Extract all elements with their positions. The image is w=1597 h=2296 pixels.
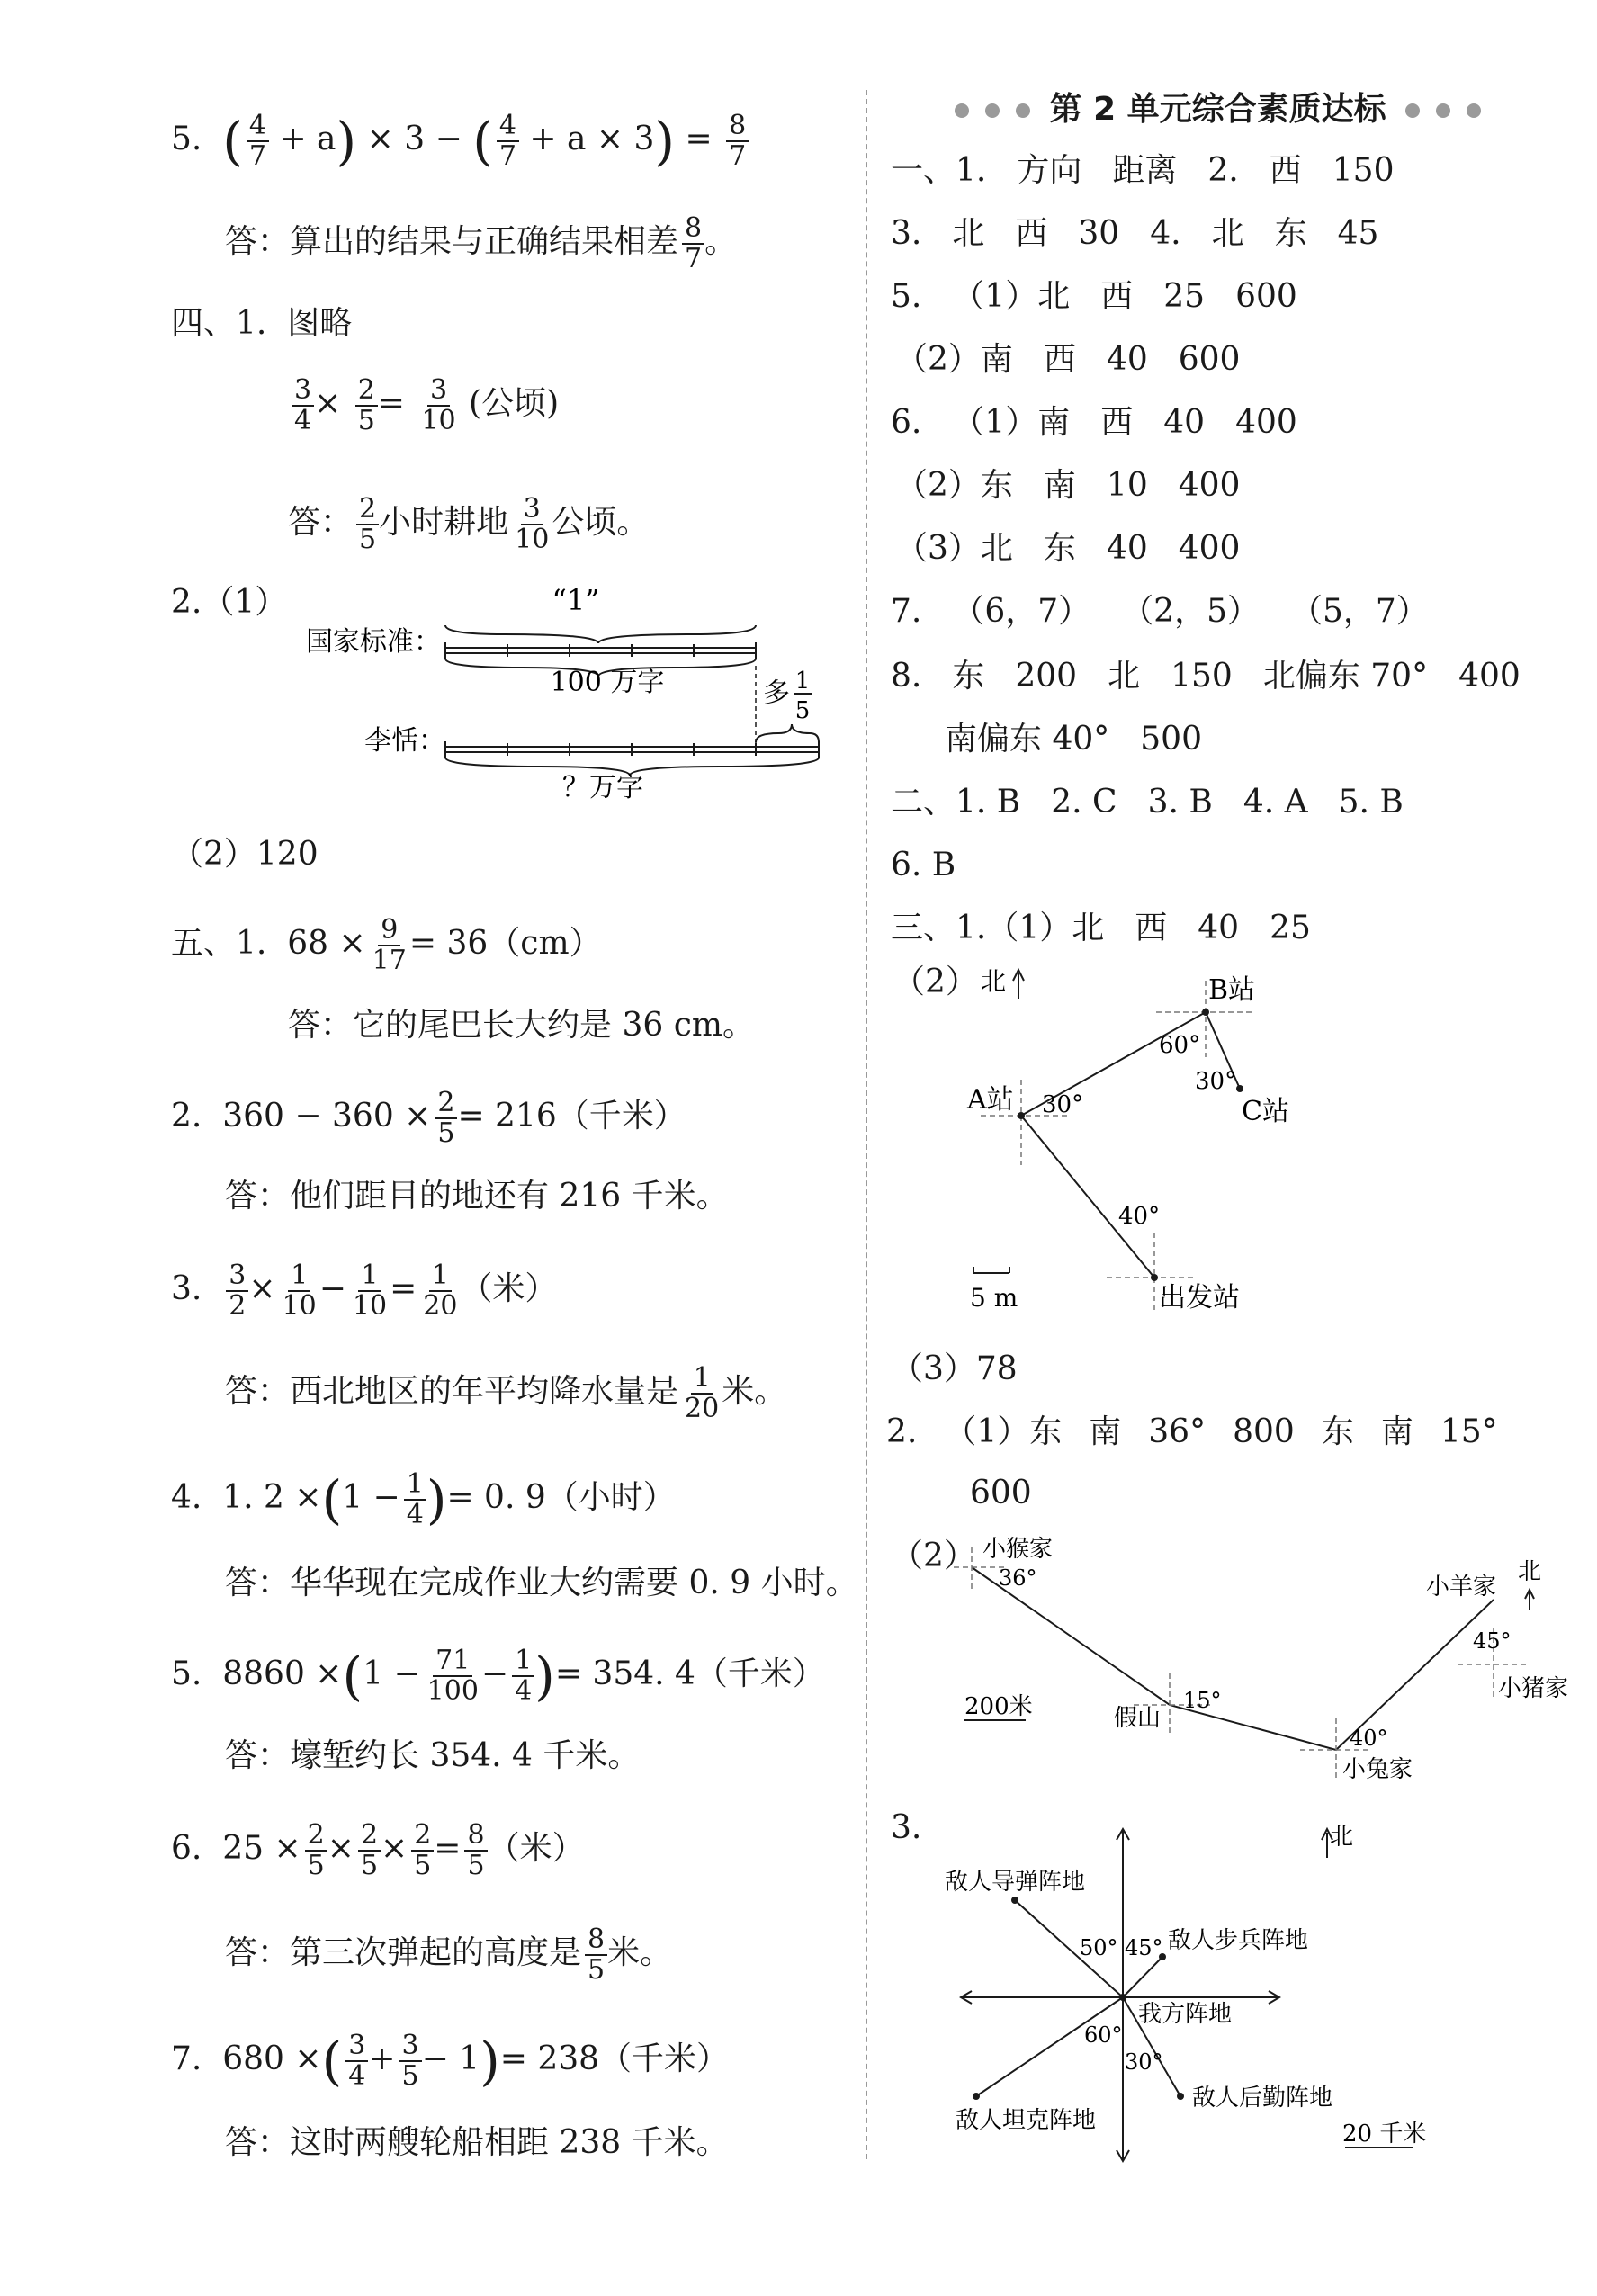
diagram-label-100: 100 万字 (550, 667, 665, 698)
answer-cell: 西 (1043, 341, 1076, 378)
answer-cell: 西 (1135, 910, 1168, 946)
our-position: 我方阵地 (1138, 2001, 1233, 2028)
answer-cell: （1）东 (944, 1413, 1063, 1450)
svg-text:45°: 45° (1473, 1628, 1512, 1654)
answer-cell: 东 (952, 658, 985, 695)
scale-label-2: 200米 (964, 1693, 1033, 1720)
diagram-label-more: 多 (763, 677, 790, 709)
answer-cell: 东 (1043, 530, 1076, 567)
station-start: 出发站 (1159, 1282, 1240, 1314)
enemy-infantry: 敌人步兵阵地 (1168, 1927, 1309, 1954)
answer-cell: 6. (891, 404, 922, 441)
enemy-tank: 敌人坦克阵地 (956, 2107, 1097, 2134)
answer-cell: 4. (1150, 215, 1181, 252)
answer-cell: 二、1. B (891, 784, 1021, 821)
svg-text:1: 1 (794, 668, 811, 695)
answer-cell: 400 (1458, 658, 1521, 695)
svg-text:36°: 36° (999, 1565, 1037, 1591)
north-label: 北 (981, 966, 1007, 996)
answer-cell: 方向 (1017, 152, 1082, 189)
answer-line (891, 655, 1521, 698)
answer-cell: 一、1. (891, 152, 987, 189)
answer-cell: 南 (1043, 467, 1076, 504)
svg-text:30°: 30° (1195, 1068, 1237, 1095)
answer-cell: （2）南 (895, 341, 1013, 378)
s4-1-answer: 答： $\frac{2}{5}$ 小时耕地 $\frac{3}{10}$ 公顷。 (288, 493, 650, 555)
battle-map (945, 1813, 1503, 2173)
svg-text:15°: 15° (1183, 1688, 1222, 1713)
answer-cell: 150 (1171, 658, 1233, 695)
q5-answer: 答：算出的结果与正确结果相差 $\frac{8}{7}$ 。 (225, 212, 738, 274)
answer-line (891, 275, 1297, 318)
pig-home: 小猪家 (1498, 1675, 1569, 1702)
q2-line (886, 1411, 1498, 1454)
s4-2-part2: （2）120 (171, 836, 319, 873)
answer-cell: 40 (1106, 341, 1148, 378)
answer-cell: 2. C (1051, 784, 1117, 821)
svg-text:5: 5 (794, 697, 811, 724)
answer-line (895, 338, 1240, 381)
answer-cell: 东 (1321, 1413, 1354, 1450)
s5-6-answer: 答：第三次弹起的高度是 $\frac{8}{5}$ 米。 (225, 1924, 673, 1986)
answer-cell: 8. (891, 658, 922, 695)
answer-cell: 4. A (1243, 784, 1308, 821)
answer-cell: 5. (891, 278, 922, 315)
column-divider (866, 90, 867, 2159)
answer-cell: 3. B (1147, 784, 1213, 821)
answer-cell: 36° (1148, 1413, 1207, 1450)
s4-1-equation: $\frac{3}{4}$ × $\frac{2}{5}$ = $\frac{3}{10}$ (公顷) (288, 376, 559, 435)
svg-text:45°: 45° (1125, 1935, 1163, 1960)
answer-cell: （1）北 (952, 278, 1071, 315)
answer-cell: 7. (891, 593, 922, 630)
answer-cell: 北 (952, 215, 985, 252)
answer-cell: 西 (1100, 404, 1134, 441)
answer-cell: 北偏东 70° (1262, 658, 1429, 695)
s5-5-answer: 答：壕堑约长 354. 4 千米。 (225, 1737, 641, 1774)
answer-cell: 600 (1235, 278, 1297, 315)
answer-cell: （2，5） (1121, 593, 1260, 630)
answer-cell: 45 (1337, 215, 1379, 252)
svg-text:30°: 30° (1042, 1091, 1084, 1118)
answer-cell: 北 (1108, 658, 1141, 695)
answer-cell: 南 (1380, 1413, 1413, 1450)
station-c: C站 (1242, 1096, 1289, 1127)
answer-cell: 150 (1332, 152, 1395, 189)
s5-3-answer: 答：西北地区的年平均降水量是 $\frac{1}{20}$ 米。 (225, 1362, 787, 1424)
enemy-logistics: 敌人后勤阵地 (1192, 2085, 1333, 2112)
answer-cell: 2. (886, 1413, 918, 1450)
fig1-part3: （3）78 (891, 1350, 1018, 1387)
answer-cell: 南 (1089, 1413, 1122, 1450)
answer-cell: 3. (891, 215, 922, 252)
fig1-label: （2） (893, 964, 978, 1000)
diagram-label-unknown: ？万字 (562, 772, 643, 803)
s5-7-equation: 7. 680 ×( $\frac{3}{4}$ + $\frac{3}{5}$ − 1)= 238（千米） (171, 2030, 730, 2092)
s5-2-equation: 2. 360 − 360 × $\frac{2}{5}$ = 216（千米） (171, 1087, 686, 1149)
q5-equation: 5. ( $\frac{4}{7}$ + a) × 3 − ( $\frac{4}{7}$ + a × 3) = $\frac{8}{7}$ (171, 112, 749, 171)
answer-cell: （5，7） (1289, 593, 1429, 630)
s5-2-answer: 答：他们距目的地还有 216 千米。 (225, 1178, 729, 1215)
answer-cell: 10 (1106, 467, 1148, 504)
answer-cell: 北 (1211, 215, 1244, 252)
answer-cell: 西 (1100, 278, 1134, 315)
fig2-label: （2） (891, 1538, 976, 1574)
answer-cell: 40 (1106, 530, 1148, 567)
s5-7-answer: 答：这时两艘轮船相距 238 千米。 (225, 2124, 729, 2161)
answer-line (891, 844, 956, 887)
answer-line (891, 590, 1429, 633)
answer-cell: 15° (1440, 1413, 1498, 1450)
s5-4-equation: 4. 1. 2 ×(1 − $\frac{1}{4}$ )= 0. 9（小时） (171, 1468, 676, 1530)
answer-cell: 25 (1270, 910, 1311, 946)
s4-1-heading: 四、1. 图略 (171, 305, 353, 342)
answer-line (895, 464, 1240, 507)
station-a: A站 (967, 1084, 1014, 1116)
answer-cell: 400 (1178, 530, 1241, 567)
answer-cell: （6，7） (952, 593, 1091, 630)
svg-text:北: 北 (1518, 1558, 1542, 1585)
answer-cell: 500 (1140, 721, 1202, 758)
answer-cell: 30 (1078, 215, 1120, 252)
rabbit-home: 小兔家 (1342, 1756, 1413, 1783)
q2-line-b: 600 (970, 1475, 1032, 1511)
answer-line (891, 907, 1311, 950)
fig3-label: 3. (891, 1809, 922, 1846)
s5-1-answer: 答：它的尾巴长大约是 36 cm。 (288, 1007, 755, 1044)
unit-title: 第 2 单元综合素质达标 (947, 88, 1489, 131)
svg-text:北: 北 (1330, 1824, 1354, 1851)
line-segment-diagram (288, 576, 828, 810)
answer-cell: 东 (1274, 215, 1307, 252)
station-b: B站 (1208, 974, 1256, 1006)
answer-line (891, 401, 1297, 444)
diagram-label-one: “1” (552, 583, 600, 617)
answer-line (945, 718, 1202, 761)
route-map-1 (954, 954, 1368, 1332)
diagram-label-national: 国家标准： (306, 626, 441, 658)
svg-text:40°: 40° (1350, 1726, 1388, 1751)
s5-1-equation: 五、1. 68 × $\frac{9}{17}$ = 36（cm） (171, 914, 602, 976)
answer-cell: 西 (1269, 152, 1302, 189)
answer-cell: 400 (1235, 404, 1297, 441)
route-map-2 (954, 1529, 1569, 1799)
rockery: 假山 (1114, 1705, 1162, 1732)
answer-cell: 25 (1163, 278, 1206, 315)
s5-4-answer: 答：华华现在完成作业大约需要 0. 9 小时。 (225, 1565, 858, 1601)
answer-cell: 40 (1163, 404, 1206, 441)
scale-label-3: 20 千米 (1342, 2121, 1427, 2148)
s5-3-equation: 3. $\frac{3}{2}$ × $\frac{1}{10}$ − $\frac{1}{10}$ = $\frac{1}{20}$ （米） (171, 1260, 558, 1322)
sheep-home: 小羊家 (1426, 1574, 1497, 1601)
answer-cell: 三、1.（1）北 (891, 910, 1105, 946)
answer-cell: 距离 (1112, 152, 1178, 189)
answer-cell: 600 (1178, 341, 1241, 378)
s5-6-equation: 6. 25 × $\frac{2}{5}$ × $\frac{2}{5}$ × $\frac{2}{5}$ = $\frac{8}{5}$ （米） (171, 1819, 585, 1881)
svg-text:30°: 30° (1125, 2049, 1163, 2075)
answer-line (891, 212, 1378, 256)
svg-text:40°: 40° (1118, 1203, 1161, 1230)
answer-cell: 800 (1233, 1413, 1295, 1450)
answer-cell: 西 (1015, 215, 1048, 252)
svg-text:60°: 60° (1084, 2022, 1123, 2048)
answer-cell: 2. (1207, 152, 1239, 189)
diagram-label-lit: 李恬： (364, 725, 445, 757)
answer-line (895, 527, 1240, 570)
answer-cell: （2）东 (895, 467, 1013, 504)
answer-line (891, 149, 1394, 193)
answer-cell: 400 (1178, 467, 1241, 504)
svg-text:60°: 60° (1159, 1032, 1201, 1059)
answer-cell: 200 (1015, 658, 1078, 695)
s5-5-equation: 5. 8860 ×(1 − $\frac{71}{100}$ − $\frac{1}{4}$ )= 354. 4（千米） (171, 1645, 825, 1707)
answer-cell: （3）北 (895, 530, 1013, 567)
answer-cell: 5. B (1338, 784, 1404, 821)
answer-cell: 南偏东 40° (945, 721, 1110, 758)
enemy-missile: 敌人导弹阵地 (945, 1869, 1086, 1896)
svg-text:50°: 50° (1080, 1935, 1118, 1960)
monkey-home: 小猴家 (982, 1536, 1054, 1563)
answer-cell: 6. B (891, 847, 956, 883)
answer-line (891, 781, 1404, 824)
answer-cell: 40 (1198, 910, 1240, 946)
s4-2-label: 2.（1） (171, 584, 288, 621)
answer-cell: （1）南 (952, 404, 1071, 441)
scale-label: 5 m (970, 1283, 1018, 1313)
